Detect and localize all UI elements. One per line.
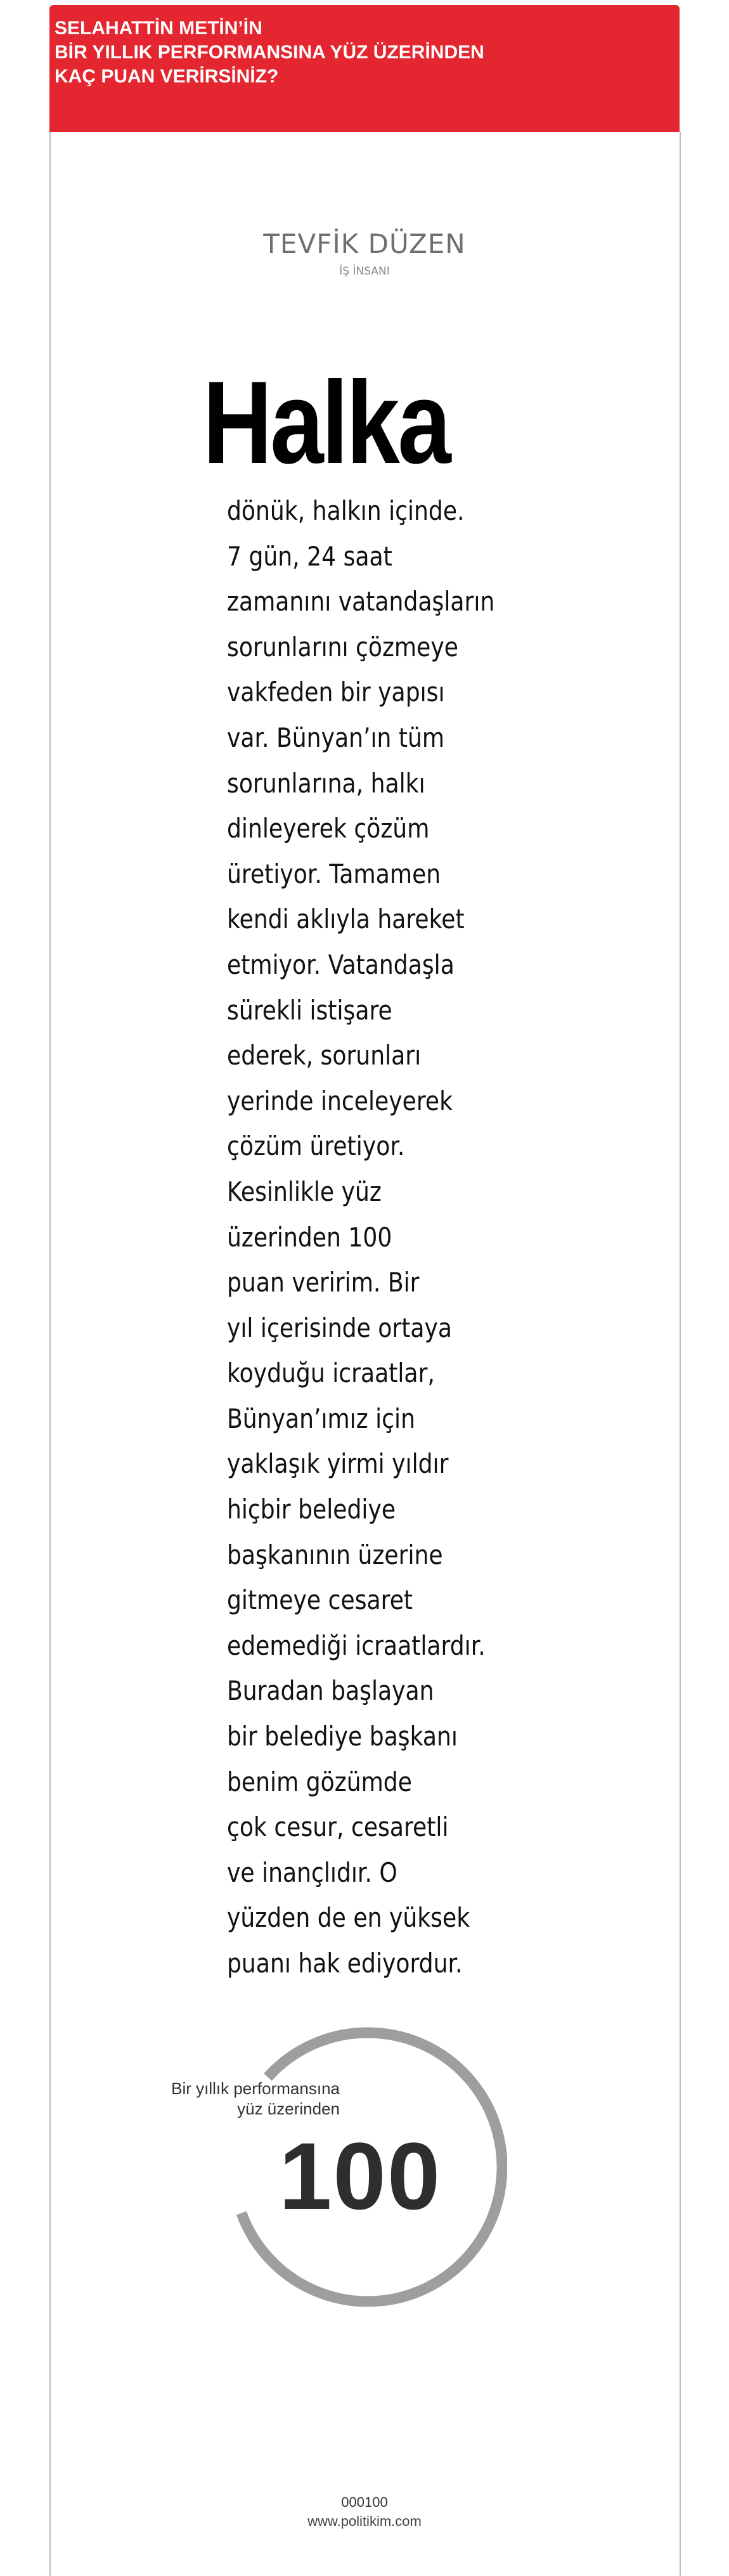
article-line: kendi aklıyla hareket — [227, 903, 465, 935]
article-line: sürekli istişare — [227, 994, 392, 1026]
article-line: puanı hak ediyordur. — [227, 1948, 463, 1979]
article-line: başkanının üzerine — [227, 1539, 443, 1570]
article-line: üretiyor. Tamamen — [227, 858, 441, 890]
question-line: SELAHATTİN METİN’İN — [55, 18, 262, 39]
article-line: dinleyerek çözüm — [227, 813, 430, 845]
article-body — [227, 488, 557, 1986]
article-line: vakfeden bir yapısı — [227, 676, 445, 708]
article-line: hiçbir belediye — [227, 1494, 396, 1525]
score-caption-line: yüz üzerinden — [237, 2099, 340, 2118]
article-line: Bünyan’ımız için — [227, 1402, 415, 1434]
article-line: 7 gün, 24 saat — [227, 540, 392, 572]
article-line: edemediği icraatlardır. — [227, 1629, 486, 1661]
person-name: TEVFİK DÜZEN — [263, 228, 466, 259]
article-line: zamanını vatandaşların — [227, 586, 495, 618]
score-caption-line: Bir yıllık performansına — [171, 2079, 340, 2098]
footer-url[interactable]: www.politikim.com — [307, 2513, 422, 2529]
article-line: çözüm üretiyor. — [227, 1130, 405, 1162]
article-line: var. Bünyan’ın tüm — [227, 722, 445, 753]
score-caption — [127, 2078, 340, 2119]
article-line: yaklaşık yirmi yıldır — [227, 1448, 449, 1480]
article-line: sorunlarını çözmeye — [227, 631, 458, 663]
article-line: yıl içerisinde ortaya — [227, 1312, 453, 1343]
question-line: BİR YILLIK PERFORMANSINA YÜZ ÜZERİNDEN — [55, 42, 484, 63]
article-line: etmiyor. Vatandaşla — [227, 948, 455, 980]
article-line: koyduğu icraatlar, — [227, 1357, 435, 1389]
article-line: benim gözümde — [227, 1766, 412, 1797]
article-line: yerinde inceleyerek — [227, 1085, 453, 1116]
article-line: Buradan başlayan — [227, 1675, 434, 1707]
article-line: gitmeye cesaret — [227, 1584, 413, 1616]
question-line: KAÇ PUAN VERİRSİNİZ? — [55, 66, 279, 87]
article-line: üzerinden 100 — [227, 1221, 392, 1253]
score-value: 100 — [279, 2123, 442, 2229]
article-line: sorunlarına, halkı — [227, 767, 425, 799]
footer-code: 000100 — [341, 2494, 388, 2510]
frame-left-border — [49, 132, 51, 2576]
article-line: yüzden de en yüksek — [227, 1902, 470, 1934]
article-line: Kesinlikle yüz — [227, 1175, 382, 1207]
article-line: puan veririm. Bir — [227, 1267, 420, 1298]
lead-word: Halka — [203, 358, 449, 488]
article-line: çok cesur, cesaretli — [227, 1811, 449, 1843]
question-heading — [55, 16, 484, 89]
article-line: ve inançlıdır. O — [227, 1856, 397, 1888]
article-line: bir belediye başkanı — [227, 1721, 458, 1752]
frame-right-border — [680, 132, 681, 2576]
article-line: ederek, sorunları — [227, 1040, 422, 1071]
article-line: dönük, halkın içinde. — [227, 495, 465, 526]
person-title: İŞ İNSANI — [339, 265, 390, 278]
